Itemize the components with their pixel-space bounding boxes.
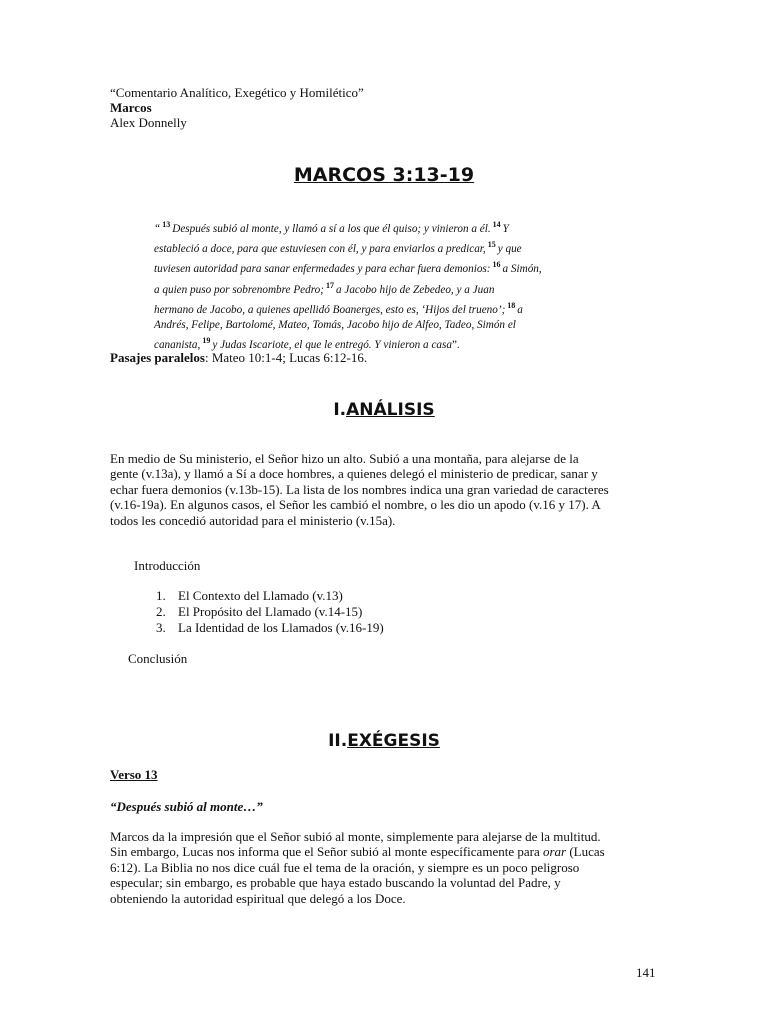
quote-line: hermano de Jacobo, a quienes apellidó Boanerges, esto es, ‘Hijos del trueno’; (154, 303, 506, 316)
paragraph-text: (Lucas (566, 844, 605, 860)
parallel-passages (110, 350, 367, 366)
list-number: 1. (156, 588, 166, 603)
paragraph-line: Marcos da la impresión que el Señor subió al monte, simplemente para alejarse de la multitud. (110, 829, 601, 844)
verse-number-16: 16 (492, 260, 501, 270)
section-dot: . (339, 400, 347, 420)
exegesis-paragraph (110, 829, 658, 906)
list-text: El Propósito del Llamado (v.14-15) (178, 604, 363, 619)
scripture-quote (154, 217, 609, 353)
paragraph-line: 6:12). La Biblia no nos dice cuál fue el tema de la oración, y siempre es un poco peligroso (110, 859, 580, 875)
analysis-paragraph (110, 451, 658, 528)
list-text: El Contexto del Llamado (v.13) (178, 588, 343, 603)
verse-quote: “Después subió al monte…” (110, 799, 263, 814)
section-title: ANÁLISIS (346, 400, 435, 420)
quote-open-mark: “ (154, 223, 161, 235)
quote-line: a Simón, (502, 263, 542, 276)
outline-conclusion: Conclusión (128, 651, 188, 666)
paragraph-line: todos les concedió autoridad para el ministerio (v.15a). (110, 512, 396, 528)
quote-line: Andrés, Felipe, Bartolomé, Mateo, Tomás, Jacobo hijo de Alfeo, Tadeo, Simón el (154, 319, 516, 332)
paragraph-line: En medio de Su ministerio, el Señor hizo un alto. Subió a una montaña, para alejarse de la (110, 451, 579, 466)
paragraph-line: (v.16-19a). En algunos casos, el Señor les cambió el nombre, o les dio un apodo (v.16 y 17). A (110, 497, 601, 513)
section-heading-analisis (0, 400, 768, 420)
quote-line: y que (497, 243, 522, 256)
verse-number-15: 15 (487, 240, 496, 250)
list-item (156, 604, 384, 620)
outline-list (156, 588, 384, 636)
quote-line: a quien puso por sobrenombre Pedro; (154, 283, 324, 296)
quote-line: a (517, 303, 523, 316)
section-heading-exegesis (0, 731, 768, 751)
paragraph-line: echar fuera demonios (v.13b-15). La lista de los nombres indica una gran variedad de caracteres (110, 481, 609, 497)
verse-number-18: 18 (507, 300, 516, 310)
page-number: 141 (636, 965, 656, 980)
parallel-label: Pasajes paralelos (110, 350, 205, 365)
paragraph-line: especular; sin embargo, es probable que haya estado buscando la voluntad del Padre, y (110, 875, 561, 891)
outline-introduction: Introducción (134, 558, 201, 573)
quote-line: y Judas Iscariote, el que le entregó. Y vinieron a casa (212, 339, 452, 352)
author-name: Alex Donnelly (110, 115, 187, 130)
main-title: MARCOS 3:13-19 (293, 164, 475, 186)
list-number: 2. (156, 604, 166, 619)
paragraph-line: obteniendo la autoridad espiritual que delegó a los Doce. (110, 890, 406, 906)
section-dot: . (340, 731, 348, 751)
list-item (156, 588, 384, 604)
parallel-text: : Mateo 10:1-4; Lucas 6:12-16. (204, 350, 368, 365)
section-title: EXÉGESIS (347, 731, 440, 751)
verse-number-19: 19 (202, 336, 211, 346)
paragraph-line: gente (v.13a), y llamó a Sí a doce hombres, a quienes delegó el ministerio de predicar, sanar y (110, 466, 598, 482)
quote-line: Después subió al monte, y llamó a sí a los que él quiso; y vinieron a él. (172, 223, 491, 235)
book-name: Marcos (110, 100, 152, 115)
verse-number-17: 17 (325, 280, 334, 290)
quote-line: cananista, (154, 339, 201, 352)
quote-line: estableció a doce, para que estuviesen con él, y para enviarlos a predicar, (154, 243, 486, 256)
emphasis-text: orar (542, 844, 567, 860)
quote-line: a Jacobo hijo de Zebedeo, y a Juan (335, 283, 495, 296)
verse-number-13: 13 (162, 220, 171, 229)
verse-heading: Verso 13 (110, 767, 158, 782)
list-text: La Identidad de los Llamados (v.16-19) (178, 620, 384, 635)
paragraph-text: Sin embargo, Lucas nos informa que el Señor subió al monte específicamente para (110, 844, 543, 860)
document-header (110, 85, 364, 130)
section-number: II (328, 731, 341, 751)
list-item (156, 620, 384, 636)
verse-number-14: 14 (492, 220, 501, 229)
quote-line: tuviesen autoridad para sanar enfermedades y para echar fuera demonios: (154, 263, 491, 276)
list-number: 3. (156, 620, 166, 635)
quote-line: Y (502, 223, 509, 235)
section-number: I (333, 400, 340, 420)
paragraph-line (110, 844, 658, 859)
quote-close-mark: ”. (451, 339, 460, 352)
series-title: “Comentario Analítico, Exegético y Homilético” (110, 85, 364, 100)
